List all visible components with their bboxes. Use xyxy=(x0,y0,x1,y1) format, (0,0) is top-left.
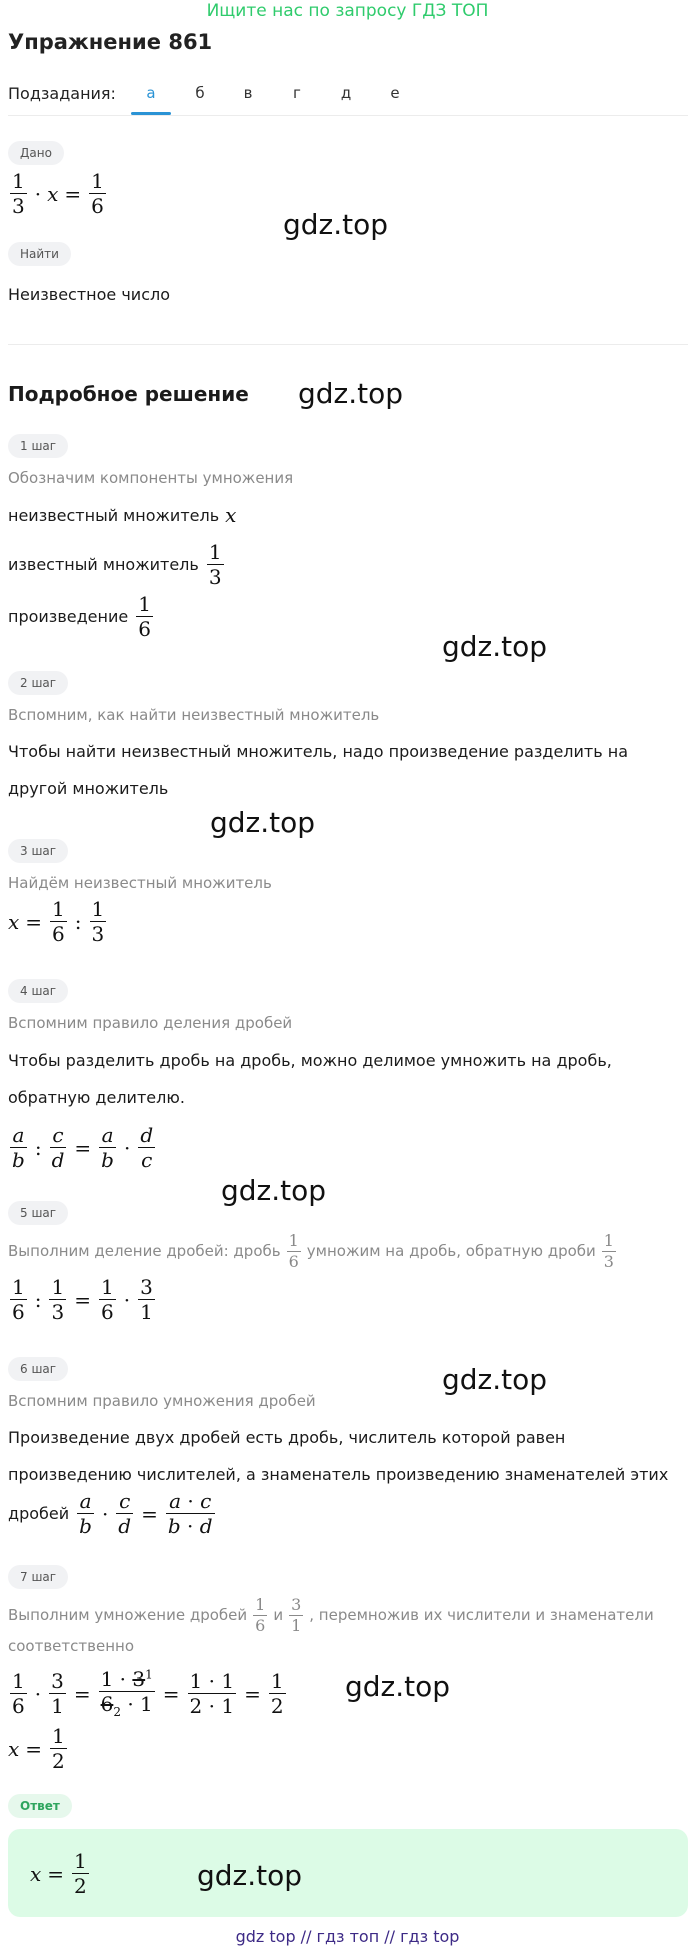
answer-box xyxy=(8,1829,688,1917)
hint-text: и xyxy=(273,1606,284,1625)
hint-text: Выполним умножение дробей xyxy=(8,1606,248,1625)
formula: $\frac{1}{6}$ xyxy=(288,1231,299,1271)
step-7-badge: 7 шаг xyxy=(8,1565,68,1589)
tabs-divider xyxy=(8,115,688,116)
step-2-line: другой множитель xyxy=(8,779,169,798)
footer-links[interactable]: gdz top // гдз топ // гдз top xyxy=(235,1927,460,1946)
formula: x = $\frac{1}{2}$ xyxy=(8,1724,65,1773)
tab-v[interactable]: в xyxy=(243,84,253,102)
step-1-line: неизвестный множитель xyxy=(8,505,220,525)
search-hint-link[interactable]: Ищите нас по запросу ГДЗ ТОП xyxy=(206,1,489,21)
tab-a[interactable]: а xyxy=(146,84,156,102)
watermark: gdz.top xyxy=(283,208,389,241)
tab-d[interactable]: д xyxy=(340,84,352,102)
watermark: gdz.top xyxy=(442,630,548,663)
formula: x = $\frac{1}{6}$ : $\frac{1}{3}$ xyxy=(8,897,105,946)
hint-text: , перемножив их числители и знаменатели xyxy=(309,1606,654,1625)
given-badge: Дано xyxy=(8,141,64,165)
watermark: gdz.top xyxy=(210,806,316,839)
hint-text: умножим на дробь, обратную дроби xyxy=(306,1242,596,1261)
watermark: gdz.top xyxy=(197,1859,303,1892)
tab-g[interactable]: г xyxy=(293,84,301,102)
watermark: gdz.top xyxy=(221,1174,327,1207)
find-text: Неизвестное число xyxy=(8,285,171,304)
step-1-line: произведение xyxy=(8,607,129,626)
step-2-line: Чтобы найти неизвестный множитель, надо произведение разделить на xyxy=(8,742,629,761)
formula: x xyxy=(225,503,237,527)
tab-e[interactable]: е xyxy=(390,84,400,102)
section-divider xyxy=(8,344,688,345)
formula: $\frac{3}{1}$ xyxy=(291,1595,302,1635)
formula: $\frac{a}{b}$ · $\frac{c}{d}$ = $\frac{a \cdot c}{b \cdot d}$ xyxy=(79,1489,213,1538)
step-7-hint xyxy=(8,1596,654,1634)
subtasks-label: Подзадания: xyxy=(8,84,116,103)
step-1-line: известный множитель xyxy=(8,555,199,574)
solution-title: Подробное решение xyxy=(8,382,249,406)
step-5-hint xyxy=(8,1232,622,1270)
formula: $\frac{1}{6}$ xyxy=(255,1595,266,1635)
step-4-hint: Вспомним правило деления дробей xyxy=(8,1014,293,1032)
step-6-line: произведению числителей, а знаменатель произведению знаменателей этих xyxy=(8,1465,669,1484)
answer-formula: x = $\frac{1}{2}$ xyxy=(30,1849,87,1898)
step-3-badge: 3 шаг xyxy=(8,839,68,863)
step-6-line: Произведение двух дробей есть дробь, числитель которой равен xyxy=(8,1428,566,1447)
formula: $\frac{1}{6}$ : $\frac{1}{3}$ = $\frac{1}{6}$ · $\frac{3}{1}$ xyxy=(12,1275,153,1324)
step-6-hint: Вспомним правило умножения дробей xyxy=(8,1392,316,1410)
formula: $\frac{1}{3}$ xyxy=(208,540,222,589)
tab-b[interactable]: б xyxy=(195,84,205,102)
step-7-hint-cont: соответственно xyxy=(8,1637,134,1655)
step-2-badge: 2 шаг xyxy=(8,671,68,695)
step-6-line: дробей xyxy=(8,1504,70,1523)
hint-text: Выполним деление дробей: дробь xyxy=(8,1242,281,1261)
step-2-hint: Вспомним, как найти неизвестный множитель xyxy=(8,706,380,724)
step-1-badge: 1 шаг xyxy=(8,434,68,458)
step-5-badge: 5 шаг xyxy=(8,1201,68,1225)
step-1-hint: Обозначим компоненты умножения xyxy=(8,469,294,487)
step-6-badge: 6 шаг xyxy=(8,1357,68,1381)
watermark: gdz.top xyxy=(442,1363,548,1396)
step-3-hint: Найдём неизвестный множитель xyxy=(8,874,272,892)
watermark: gdz.top xyxy=(298,377,404,410)
step-4-line: обратную делителю. xyxy=(8,1088,185,1107)
step-4-line: Чтобы разделить дробь на дробь, можно делимое умножить на дробь, xyxy=(8,1051,612,1070)
given-equation: $\frac{1}{3}$ · x = $\frac{1}{6}$ xyxy=(12,169,104,218)
page-title: Упражнение 861 xyxy=(8,30,213,54)
watermark: gdz.top xyxy=(345,1670,451,1703)
formula: $\frac{1}{3}$ xyxy=(603,1231,614,1271)
answer-badge: Ответ xyxy=(8,1794,72,1818)
step-4-badge: 4 шаг xyxy=(8,979,68,1003)
formula: $\frac{1}{6}$ xyxy=(138,592,151,641)
formula: $\frac{1}{6}$ · $\frac{3}{1}$ = $\frac{1 \cdot 3^1}{6_2 \cdot 1}$ = $\frac{1 \cdot 1}{2 \cdot 1}$ = $\frac{1}{2}$ xyxy=(12,1667,284,1719)
formula: $\frac{a}{b}$ : $\frac{c}{d}$ = $\frac{a}{b}$ · $\frac{d}{c}$ xyxy=(12,1123,154,1172)
find-badge: Найти xyxy=(8,242,71,266)
